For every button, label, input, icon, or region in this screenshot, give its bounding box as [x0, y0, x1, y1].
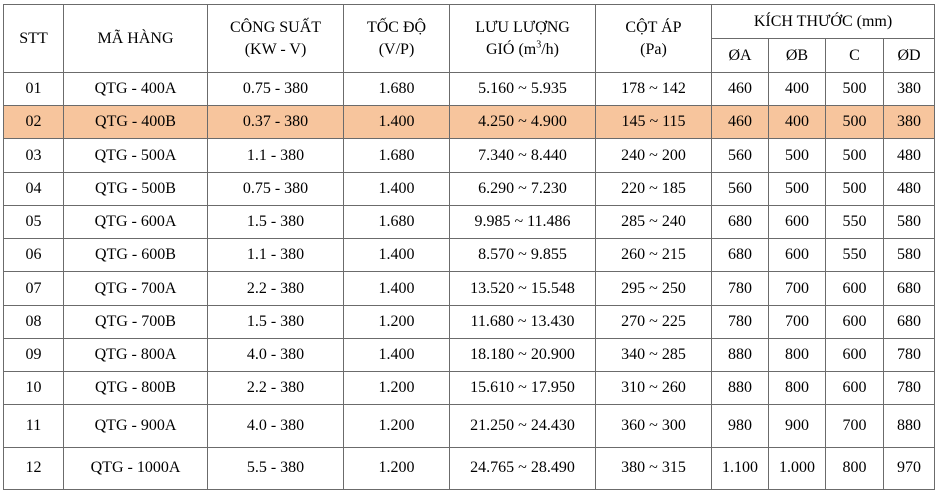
cell-dim-b: 500 — [769, 139, 826, 172]
cell-luu-luong: 15.610 ~ 17.950 — [450, 372, 596, 405]
header-luu-luong-unit — [450, 39, 595, 61]
cell-luu-luong: 4.250 ~ 4.900 — [450, 106, 596, 139]
cell-luu-luong: 18.180 ~ 20.900 — [450, 338, 596, 371]
cell-cong-suat: 4.0 - 380 — [208, 405, 344, 447]
header-stt — [4, 5, 64, 73]
cell-luu-luong: 24.765 ~ 28.490 — [450, 447, 596, 489]
header-dim-a: ØA — [712, 39, 769, 73]
cell-cong-suat: 1.1 - 380 — [208, 139, 344, 172]
cell-dim-c: 600 — [826, 372, 884, 405]
cell-toc-do: 1.400 — [344, 272, 450, 305]
header-row-1 — [4, 5, 935, 39]
cell-luu-luong: 9.985 ~ 11.486 — [450, 205, 596, 238]
cell-stt: 11 — [4, 405, 64, 447]
cell-cong-suat: 2.2 - 380 — [208, 372, 344, 405]
cell-dim-b: 500 — [769, 172, 826, 205]
cell-luu-luong: 7.340 ~ 8.440 — [450, 139, 596, 172]
table-row — [4, 106, 935, 139]
cell-dim-b: 900 — [769, 405, 826, 447]
cell-stt: 03 — [4, 139, 64, 172]
cell-stt: 02 — [4, 106, 64, 139]
cell-toc-do: 1.400 — [344, 106, 450, 139]
cell-dim-a: 560 — [712, 172, 769, 205]
cell-dim-a: 980 — [712, 405, 769, 447]
cell-dim-a: 680 — [712, 205, 769, 238]
cell-ma-hang: QTG - 600B — [64, 239, 208, 272]
cell-dim-c: 500 — [826, 73, 884, 106]
cell-dim-b: 600 — [769, 205, 826, 238]
cell-dim-c: 500 — [826, 106, 884, 139]
cell-toc-do: 1.680 — [344, 139, 450, 172]
table-row — [4, 447, 935, 489]
cell-dim-d: 970 — [884, 447, 935, 489]
cell-ma-hang: QTG - 500A — [64, 139, 208, 172]
cell-cot-ap: 145 ~ 115 — [596, 106, 712, 139]
cell-ma-hang: QTG - 600A — [64, 205, 208, 238]
cell-dim-b: 600 — [769, 239, 826, 272]
cell-stt: 06 — [4, 239, 64, 272]
header-luu-luong — [450, 5, 596, 73]
header-cong-suat-label: CÔNG SUẤT — [229, 18, 322, 36]
cell-ma-hang: QTG - 500B — [64, 172, 208, 205]
cell-dim-c: 550 — [826, 239, 884, 272]
header-cong-suat-unit: (KW - V) — [244, 40, 307, 58]
cell-dim-a: 780 — [712, 272, 769, 305]
cell-dim-c: 600 — [826, 305, 884, 338]
cell-stt: 01 — [4, 73, 64, 106]
cell-stt: 12 — [4, 447, 64, 489]
cell-cot-ap: 220 ~ 185 — [596, 172, 712, 205]
cell-luu-luong: 21.250 ~ 24.430 — [450, 405, 596, 447]
cell-cong-suat: 0.37 - 380 — [208, 106, 344, 139]
cell-dim-b: 1.000 — [769, 447, 826, 489]
cell-ma-hang: QTG - 700A — [64, 272, 208, 305]
fan-spec-table — [3, 4, 935, 490]
cell-cot-ap: 360 ~ 300 — [596, 405, 712, 447]
cell-ma-hang: QTG - 1000A — [64, 447, 208, 489]
header-dim-b: ØB — [769, 39, 826, 73]
table-row — [4, 239, 935, 272]
cell-dim-d: 380 — [884, 106, 935, 139]
cell-toc-do: 1.200 — [344, 372, 450, 405]
cell-cong-suat: 0.75 - 380 — [208, 172, 344, 205]
header-ma-hang-label: MÃ HÀNG — [97, 29, 174, 47]
cell-ma-hang: QTG - 400B — [64, 106, 208, 139]
cell-cot-ap: 340 ~ 285 — [596, 338, 712, 371]
cell-dim-b: 800 — [769, 338, 826, 371]
cell-cong-suat: 1.5 - 380 — [208, 305, 344, 338]
cell-dim-c: 800 — [826, 447, 884, 489]
cell-cot-ap: 240 ~ 200 — [596, 139, 712, 172]
cell-toc-do: 1.680 — [344, 205, 450, 238]
cell-dim-d: 680 — [884, 305, 935, 338]
cell-cot-ap: 260 ~ 215 — [596, 239, 712, 272]
cell-toc-do: 1.400 — [344, 239, 450, 272]
cell-stt: 07 — [4, 272, 64, 305]
cell-cong-suat: 4.0 - 380 — [208, 338, 344, 371]
cell-cong-suat: 1.5 - 380 — [208, 205, 344, 238]
cell-toc-do: 1.200 — [344, 305, 450, 338]
cell-dim-c: 600 — [826, 338, 884, 371]
cell-stt: 09 — [4, 338, 64, 371]
luu-luong-unit-pre: GIÓ (m — [486, 40, 537, 58]
cell-ma-hang: QTG - 800B — [64, 372, 208, 405]
cell-dim-d: 680 — [884, 272, 935, 305]
cell-dim-d: 380 — [884, 73, 935, 106]
cell-luu-luong: 11.680 ~ 13.430 — [450, 305, 596, 338]
cell-ma-hang: QTG - 400A — [64, 73, 208, 106]
table-row — [4, 272, 935, 305]
cell-ma-hang: QTG - 800A — [64, 338, 208, 371]
cell-stt: 04 — [4, 172, 64, 205]
header-toc-do-unit: (V/P) — [378, 40, 415, 58]
cell-cong-suat: 1.1 - 380 — [208, 239, 344, 272]
cell-dim-b: 700 — [769, 272, 826, 305]
cell-dim-c: 700 — [826, 405, 884, 447]
cell-cot-ap: 270 ~ 225 — [596, 305, 712, 338]
cell-dim-d: 480 — [884, 139, 935, 172]
cell-dim-d: 480 — [884, 172, 935, 205]
header-cot-ap — [596, 5, 712, 73]
cell-cot-ap: 295 ~ 250 — [596, 272, 712, 305]
header-stt-label: STT — [19, 29, 48, 47]
cell-dim-a: 880 — [712, 372, 769, 405]
cell-dim-b: 800 — [769, 372, 826, 405]
cell-toc-do: 1.680 — [344, 73, 450, 106]
header-luu-luong-label: LƯU LƯỢNG — [475, 18, 570, 36]
luu-luong-unit-post: /h) — [541, 40, 559, 58]
cell-ma-hang: QTG - 700B — [64, 305, 208, 338]
header-dim-c: C — [826, 39, 884, 73]
cell-dim-b: 400 — [769, 106, 826, 139]
cell-stt: 05 — [4, 205, 64, 238]
cell-dim-d: 580 — [884, 205, 935, 238]
cell-cot-ap: 310 ~ 260 — [596, 372, 712, 405]
cell-dim-c: 500 — [826, 139, 884, 172]
cell-cong-suat: 5.5 - 380 — [208, 447, 344, 489]
cell-luu-luong: 5.160 ~ 5.935 — [450, 73, 596, 106]
header-toc-do — [344, 5, 450, 73]
table-row — [4, 305, 935, 338]
cell-dim-a: 560 — [712, 139, 769, 172]
cell-dim-a: 460 — [712, 106, 769, 139]
header-kich-thuoc-label: KÍCH THƯỚC (mm) — [753, 12, 893, 30]
cell-ma-hang: QTG - 900A — [64, 405, 208, 447]
cell-dim-a: 880 — [712, 338, 769, 371]
cell-dim-d: 580 — [884, 239, 935, 272]
cell-dim-b: 400 — [769, 73, 826, 106]
cell-luu-luong: 8.570 ~ 9.855 — [450, 239, 596, 272]
cell-toc-do: 1.200 — [344, 405, 450, 447]
cell-toc-do: 1.200 — [344, 447, 450, 489]
cell-dim-c: 550 — [826, 205, 884, 238]
cell-dim-a: 460 — [712, 73, 769, 106]
table-row — [4, 172, 935, 205]
cell-luu-luong: 6.290 ~ 7.230 — [450, 172, 596, 205]
cell-dim-a: 780 — [712, 305, 769, 338]
cell-luu-luong: 13.520 ~ 15.548 — [450, 272, 596, 305]
cell-dim-a: 680 — [712, 239, 769, 272]
table-row — [4, 139, 935, 172]
cell-cong-suat: 0.75 - 380 — [208, 73, 344, 106]
cell-cot-ap: 380 ~ 315 — [596, 447, 712, 489]
table-row — [4, 338, 935, 371]
table-row — [4, 372, 935, 405]
cell-dim-a: 1.100 — [712, 447, 769, 489]
cell-stt: 10 — [4, 372, 64, 405]
cell-dim-d: 880 — [884, 405, 935, 447]
header-cot-ap-unit: (Pa) — [640, 40, 667, 58]
cell-dim-b: 700 — [769, 305, 826, 338]
cell-stt: 08 — [4, 305, 64, 338]
cell-dim-d: 780 — [884, 338, 935, 371]
luu-luong-unit-sup: 3 — [536, 39, 542, 51]
cell-cong-suat: 2.2 - 380 — [208, 272, 344, 305]
cell-cot-ap: 285 ~ 240 — [596, 205, 712, 238]
cell-toc-do: 1.400 — [344, 338, 450, 371]
header-ma-hang — [64, 5, 208, 73]
header-cong-suat — [208, 5, 344, 73]
header-dim-d: ØD — [884, 39, 935, 73]
header-cot-ap-label: CỘT ÁP — [625, 18, 682, 36]
cell-dim-d: 780 — [884, 372, 935, 405]
header-toc-do-label: TỐC ĐỘ — [366, 18, 427, 36]
header-kich-thuoc — [712, 5, 935, 39]
table-row — [4, 205, 935, 238]
cell-dim-c: 500 — [826, 172, 884, 205]
table-row — [4, 73, 935, 106]
table-body — [4, 73, 935, 490]
table-row — [4, 405, 935, 447]
cell-dim-c: 600 — [826, 272, 884, 305]
cell-cot-ap: 178 ~ 142 — [596, 73, 712, 106]
cell-toc-do: 1.400 — [344, 172, 450, 205]
